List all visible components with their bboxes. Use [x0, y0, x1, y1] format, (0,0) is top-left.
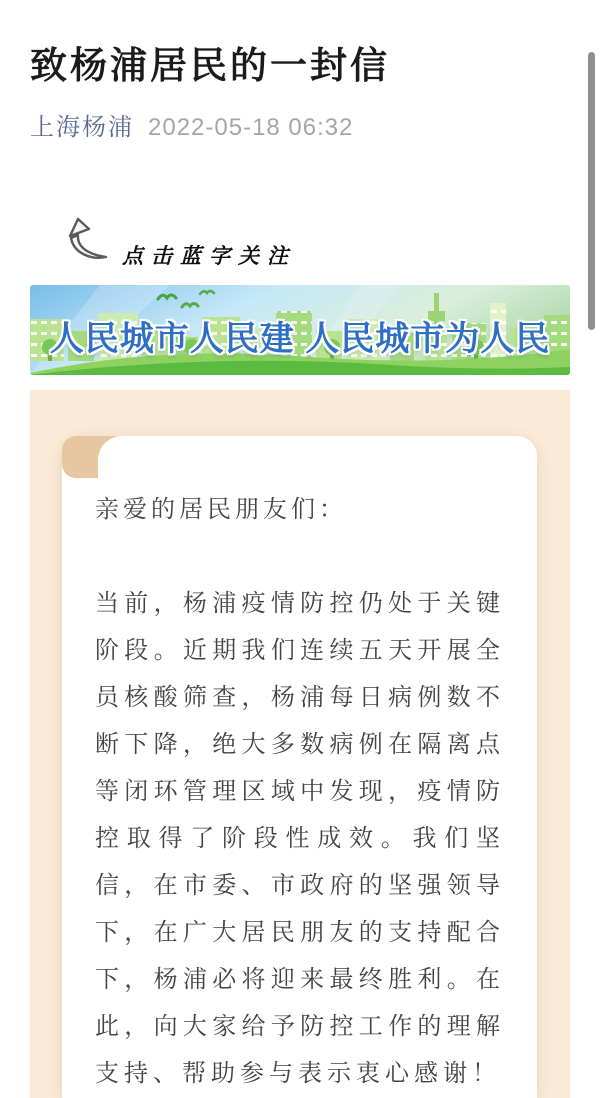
source-link[interactable]: 上海杨浦 [30, 114, 134, 141]
letter-body [62, 436, 537, 1098]
follow-label: 点击蓝字关注 [122, 245, 296, 268]
scrollbar-thumb[interactable] [588, 52, 595, 330]
letter-greeting: 亲爱的居民朋友们： [95, 496, 347, 523]
hero-slogan: 人民城市人民建 人民城市为人民 [49, 320, 551, 358]
page-title: 致杨浦居民的一封信 [30, 45, 390, 86]
letter-paragraph: 当前，杨浦疫情防控仍处于关键阶段。近期我们连续五天开展全员核酸筛查，杨浦每日病例数不断下降，绝大多数病例在隔离点等闭环管理区域中发现，疫情防控取得了阶段性成效。我们坚信，在市委、市政府的坚强领导下，在广大居民朋友的支持配合下，杨浦必将迎来最终胜利。在此，向大家给予防控工作的理解支持、帮助参与表示衷心感谢！ [95, 590, 505, 1087]
hero-banner-image [30, 285, 570, 375]
publish-timestamp: 2022-05-18 06:32 [148, 114, 354, 141]
article-meta [30, 112, 354, 144]
letter-section [30, 390, 570, 1098]
curved-arrow-up-left-icon [64, 216, 114, 266]
